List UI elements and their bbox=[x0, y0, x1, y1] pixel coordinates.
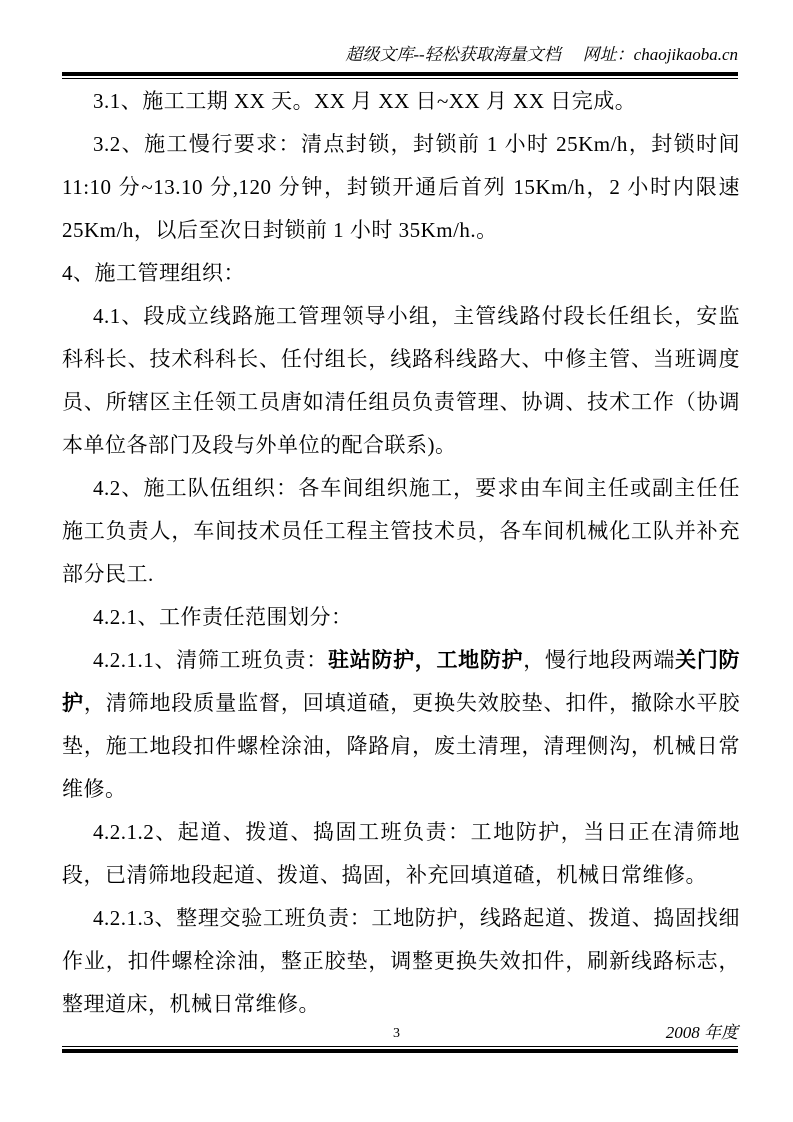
paragraph bbox=[62, 252, 740, 295]
header-site-url: 网址：chaojikaoba.cn bbox=[582, 45, 738, 64]
paragraph bbox=[62, 295, 740, 467]
page-header bbox=[62, 44, 738, 66]
paragraph bbox=[62, 897, 740, 1026]
paragraph bbox=[62, 123, 740, 252]
text-run: 4.2、施工队伍组织：各车间组织施工，要求由车间主任或副主任任施工负责人，车间技术员任工程主管技术员，各车间机械化工队并补充部分民工. bbox=[62, 476, 740, 586]
text-run: 3.2、施工慢行要求：清点封锁，封锁前 1 小时 25Km/h，封锁时间 11:10 分~13.10 分,120 分钟，封锁开通后首列 15Km/h，2 小时内限速 25Km/h，以后至次日封锁前 1 小时 35Km/h.。 bbox=[62, 132, 740, 242]
footer-rule bbox=[62, 1046, 738, 1053]
page-number: 3 bbox=[393, 1026, 400, 1041]
bold-text-run: 驻站防护，工地防护 bbox=[328, 648, 524, 672]
text-run: 4、施工管理组织： bbox=[62, 261, 245, 285]
text-run: ，慢行地段两端 bbox=[523, 648, 676, 672]
text-run: 4.2.1.2、起道、拨道、捣固工班负责：工地防护，当日正在清筛地段，已清筛地段起道、拨道、捣固，补充回填道碴，机械日常维修。 bbox=[62, 820, 740, 887]
document-body bbox=[62, 80, 740, 1026]
paragraph bbox=[62, 80, 740, 123]
text-run: 4.2.1.3、整理交验工班负责：工地防护，线路起道、拨道、捣固找细作业，扣件螺栓涂油，整正胶垫，调整更换失效扣件，刷新线路标志，整理道床，机械日常维修。 bbox=[62, 906, 740, 1016]
bold-text-run: 关门防护 bbox=[62, 648, 741, 715]
footer-year-label: 2008 年度 bbox=[665, 1023, 738, 1042]
paragraph bbox=[62, 639, 740, 811]
paragraph bbox=[62, 596, 740, 639]
paragraph bbox=[62, 467, 740, 596]
text-run: 4.2.1、工作责任范围划分： bbox=[93, 605, 353, 629]
text-run: 4.2.1.1、清筛工班负责： bbox=[93, 648, 328, 672]
text-run: 4.1、段成立线路施工管理领导小组，主管线路付段长任组长，安监科科长、技术科科长、任付组长，线路科线路大、中修主管、当班调度员、所辖区主任领工员唐如清任组员负责管理、协调、技术工作（协调本单位各部门及段与外单位的配合联系)。 bbox=[62, 304, 740, 457]
header-rule bbox=[62, 72, 738, 79]
text-run: ，清筛地段质量监督，回填道碴，更换失效胶垫、扣件，撤除水平胶垫，施工地段扣件螺栓涂油，降路肩，废土清理，清理侧沟，机械日常维修。 bbox=[62, 691, 741, 801]
text-run: 3.1、施工工期 XX 天。XX 月 XX 日~XX 月 XX 日完成。 bbox=[93, 89, 637, 113]
header-site-tagline: 超级文库--轻松获取海量文档 bbox=[345, 45, 561, 64]
paragraph bbox=[62, 811, 740, 897]
